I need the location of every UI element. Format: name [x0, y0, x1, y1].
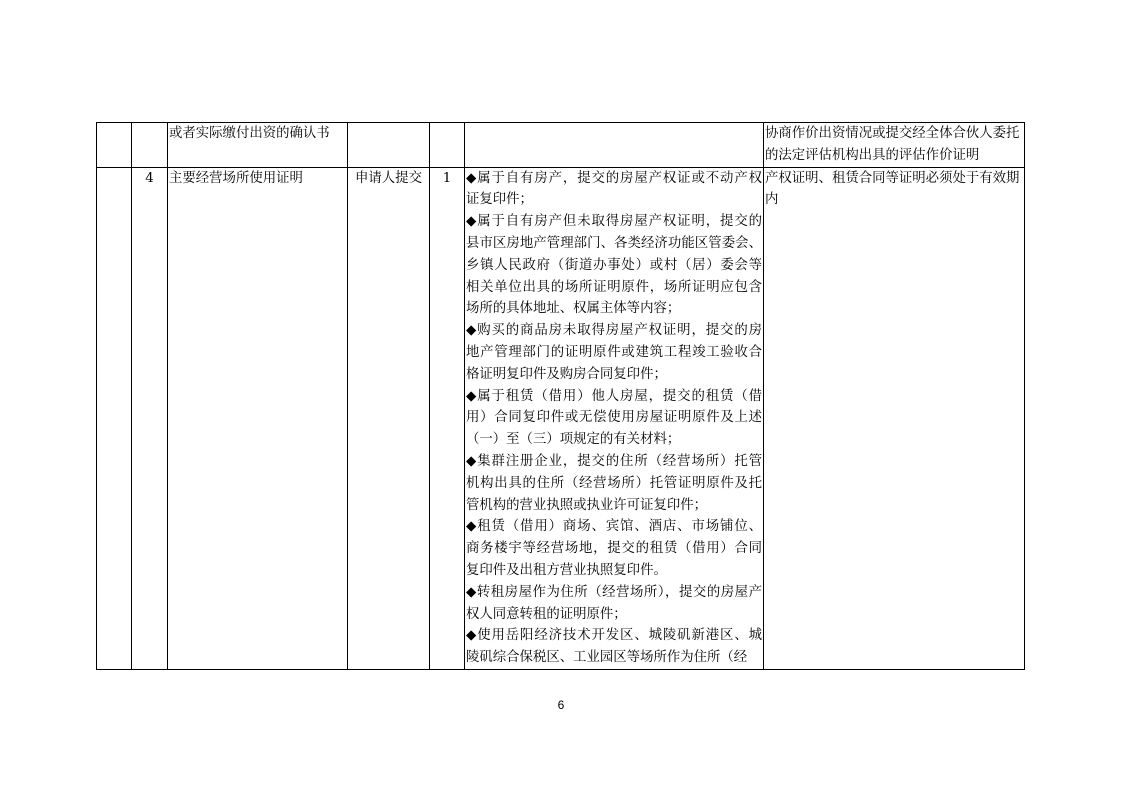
- requirement-line: 用）合同复印件或无偿使用房屋证明原件及上述: [466, 410, 762, 426]
- requirement-line: 格证明复印件及购房合同复印件；: [466, 366, 667, 382]
- requirement-line: ◆购买的商品房未取得房屋产权证明，提交的房: [466, 323, 762, 339]
- requirement-line: 证复印件；: [466, 192, 533, 208]
- source-cell: [348, 123, 430, 168]
- category-cell: [97, 123, 132, 168]
- copies-cell: [430, 167, 465, 669]
- requirement-line: 权人同意转租的证明原件；: [466, 606, 627, 622]
- number-cell: [132, 123, 168, 168]
- material-name: 或者实际缴付出资的确认书: [169, 126, 330, 141]
- requirement-line: 商务楼宇等经营场地，提交的租赁（借用）合同: [466, 541, 762, 557]
- requirement-line: 相关单位出具的场所证明原件，场所证明应包含: [466, 279, 762, 295]
- notes-text: 产权证明、租赁合同等证明必须处于有效期内: [765, 170, 1020, 208]
- page-number: 6: [557, 698, 565, 712]
- row-number: 4: [145, 170, 154, 186]
- requirement-line: 地产管理部门的证明原件或建筑工程竣工验收合: [466, 344, 762, 360]
- requirement-line: ◆属于自有房产但未取得房屋产权证明，提交的: [466, 214, 762, 230]
- requirement-line: （一）至（三）项规定的有关材料；: [466, 432, 681, 448]
- requirement-line: ◆转租房屋作为住所（经营场所），提交的房屋产: [466, 584, 762, 600]
- requirement-line: 机构出具的住所（经营场所）托管证明原件及托: [466, 475, 762, 491]
- copies-cell: [430, 123, 465, 168]
- requirement-line: ◆使用岳阳经济技术开发区、城陵矶新港区、城: [466, 628, 762, 644]
- requirement-line: 复印件及出租方营业执照复印件。: [466, 562, 667, 578]
- requirement-line: ◆属于租赁（借用）他人房屋，提交的租赁（借: [466, 388, 762, 404]
- copies-count: 1: [442, 170, 452, 186]
- number-cell: [132, 167, 168, 669]
- requirement-line: 乡镇人民政府（街道办事处）或村（居）委会等: [466, 257, 762, 273]
- requirements-cell: [465, 167, 764, 669]
- requirement-line: 县市区房地产管理部门、各类经济功能区管委会、: [466, 235, 762, 251]
- notes-text: 协商作价出资情况或提交经全体合伙人委托的法定评估机构出具的评估作价证明: [765, 126, 1020, 163]
- table-row: [97, 123, 1025, 168]
- requirement-line: 陵矶综合保税区、工业园区等场所作为住所（经: [466, 650, 748, 666]
- table-row: [97, 167, 1025, 669]
- material-cell: [168, 123, 348, 168]
- requirement-line: ◆租赁（借用）商场、宾馆、酒店、市场铺位、: [466, 519, 762, 535]
- source-cell: [348, 167, 430, 669]
- requirement-line: ◆属于自有房产，提交的房屋产权证或不动产权: [466, 170, 762, 186]
- materials-table: [96, 122, 1025, 670]
- requirement-line: ◆集群注册企业，提交的住所（经营场所）托管: [466, 453, 762, 469]
- material-cell: [168, 167, 348, 669]
- requirements-list: [466, 168, 762, 669]
- requirements-cell: [465, 123, 764, 168]
- requirement-line: 场所的具体地址、权属主体等内容；: [466, 301, 681, 317]
- source-text: 申请人提交: [355, 170, 422, 186]
- category-cell: [97, 167, 132, 669]
- material-name: 主要经营场所使用证明: [169, 170, 303, 186]
- requirement-line: 管机构的营业执照或执业许可证复印件；: [466, 497, 708, 513]
- notes-cell: [764, 123, 1025, 168]
- notes-cell: [764, 167, 1025, 669]
